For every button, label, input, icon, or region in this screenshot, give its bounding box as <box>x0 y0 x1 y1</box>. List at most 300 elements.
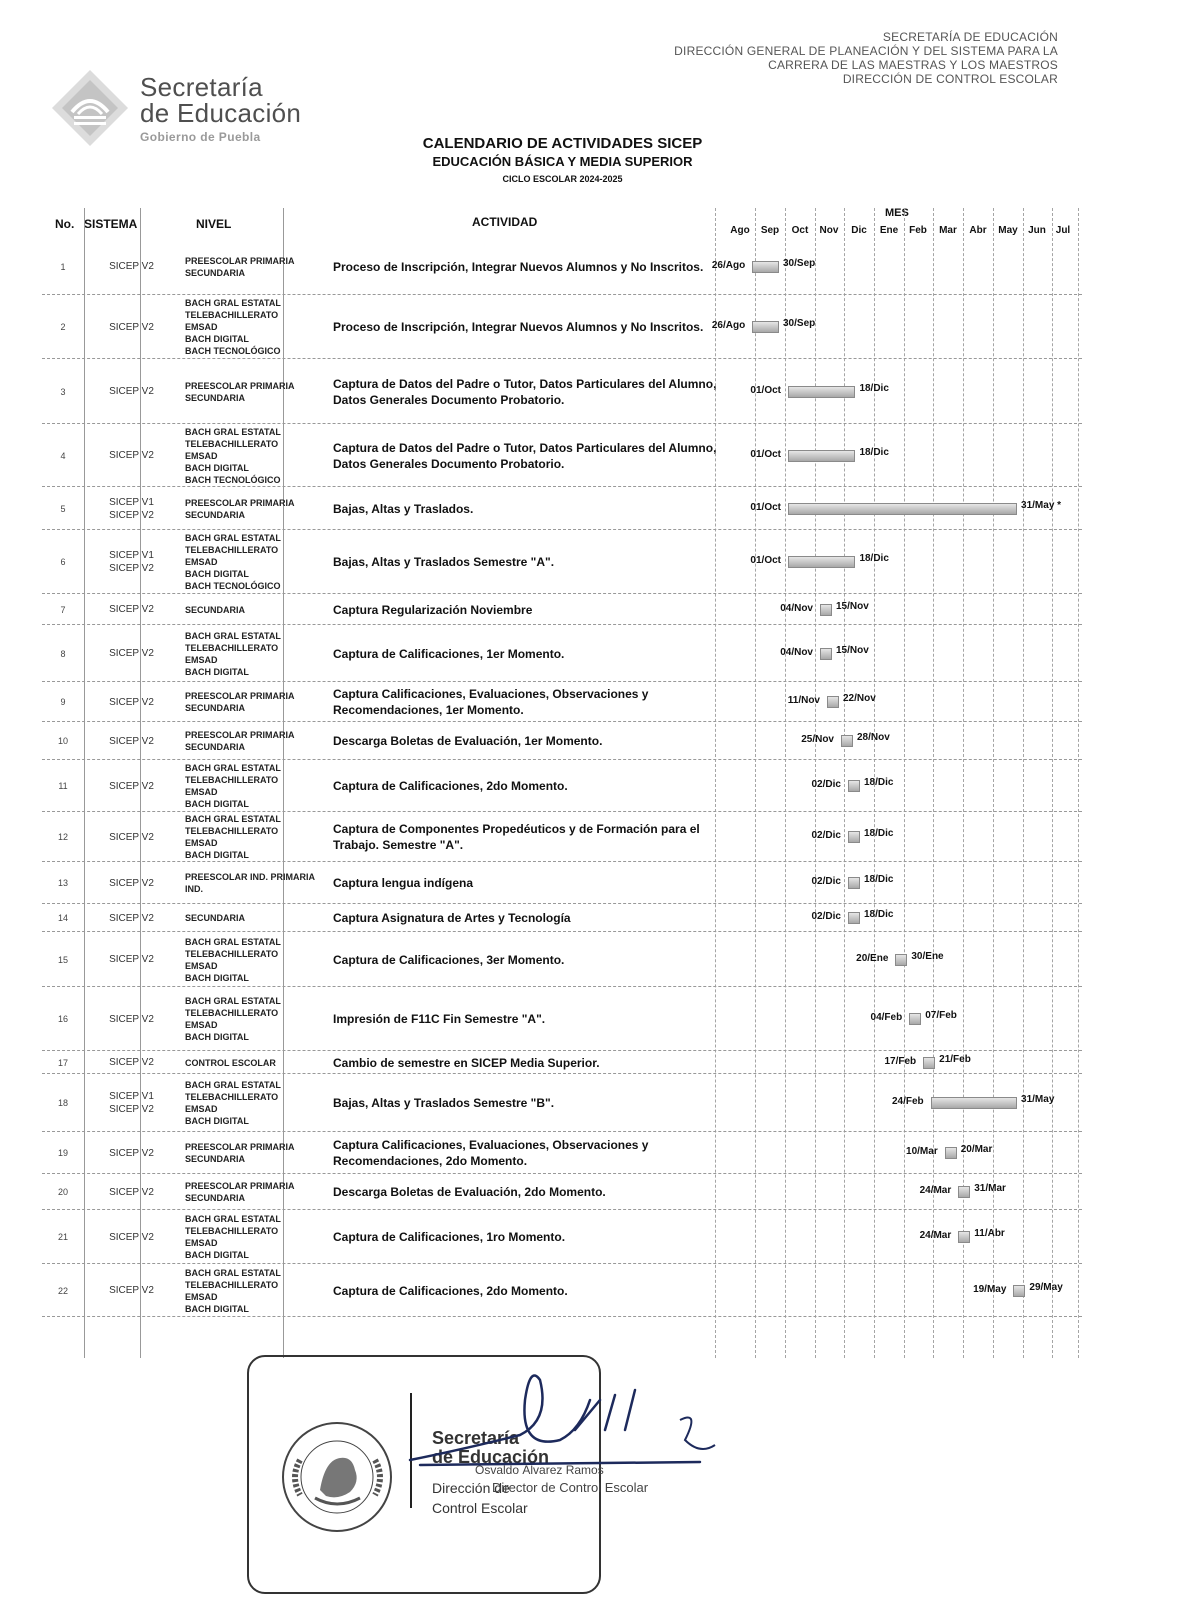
row-actividad: Captura lengua indígena <box>333 876 474 890</box>
nivel-item: SECUNDARIA <box>185 742 246 752</box>
row-actividad: Captura de Componentes Propedéuticos y de Formación para el Trabajo. Semestre "A". <box>333 822 700 852</box>
row-sistema <box>84 812 179 862</box>
table-row <box>42 594 1082 625</box>
row-number: 20 <box>57 1187 68 1197</box>
row-nivel <box>185 1264 331 1317</box>
nivel-item: EMSAD <box>185 322 218 332</box>
nivel-item: SECUNDARIA <box>185 509 246 520</box>
document-titles <box>300 135 825 184</box>
header-actividad: ACTIVIDAD <box>472 215 538 229</box>
month-header-nov: Nov <box>819 225 839 236</box>
nivel-item: CONTROL ESCOLAR <box>185 1057 276 1068</box>
document-title: CALENDARIO DE ACTIVIDADES SICEP <box>422 135 703 152</box>
nivel-item: TELEBACHILLERATO <box>185 1008 279 1018</box>
start-date-label: 26/Ago <box>711 259 746 271</box>
row-sistema <box>84 530 179 594</box>
sistema-item: SICEP V1 <box>109 496 154 508</box>
start-date-label: 01/Oct <box>750 501 781 513</box>
nivel-item: BACH DIGITAL <box>185 569 249 579</box>
nivel-item: SECUNDARIA <box>185 604 246 615</box>
end-date-label: 22/Nov <box>843 693 876 704</box>
nivel-item: TELEBACHILLERATO <box>185 826 279 836</box>
nivel-item: TELEBACHILLERATO <box>185 948 279 959</box>
gantt-bar <box>848 877 860 889</box>
end-date-label: 15/Nov <box>836 600 869 612</box>
start-date-label: 04/Nov <box>780 646 813 658</box>
start-date-label: 24/Feb <box>891 1096 924 1107</box>
row-number: 16 <box>57 1014 68 1024</box>
row-number: 7 <box>60 604 66 615</box>
gantt-bar <box>788 556 855 568</box>
nivel-item: BACH GRAL ESTATAL <box>185 763 281 773</box>
month-header-ene: Ene <box>879 225 899 236</box>
document-subtitle: EDUCACIÓN BÁSICA Y MEDIA SUPERIOR <box>432 154 693 169</box>
row-nivel <box>185 722 331 760</box>
table-row <box>42 760 1082 812</box>
nivel-item: BACH GRAL ESTATAL <box>185 630 281 641</box>
row-nivel <box>185 530 331 594</box>
sistema-item: SICEP V1 <box>109 1091 154 1102</box>
row-sistema <box>84 594 179 625</box>
row-nivel <box>185 487 331 530</box>
handwritten-signature-icon <box>400 1360 730 1500</box>
start-date-label: 10/Mar <box>906 1146 938 1157</box>
row-nivel <box>185 1210 331 1264</box>
row-actividad: Proceso de Inscripción, Integrar Nuevos Alumnos y No Inscritos. <box>333 320 704 334</box>
row-sistema <box>84 1132 179 1174</box>
sistema-item: SICEP V2 <box>109 912 154 924</box>
sistema-item: SICEP V1 <box>109 550 154 561</box>
row-actividad: Captura de Calificaciones, 3er Momento. <box>333 952 565 967</box>
nivel-item: BACH GRAL ESTATAL <box>185 1080 281 1090</box>
row-actividad: Bajas, Altas y Traslados Semestre "A". <box>333 555 555 569</box>
nivel-item: SECUNDARIA <box>185 267 246 278</box>
row-sistema <box>84 1174 179 1210</box>
nivel-item: SECUNDARIA <box>185 913 246 923</box>
nivel-item: TELEBACHILLERATO <box>185 1226 279 1236</box>
logo-title-line2: de Educación <box>140 98 302 128</box>
row-number: 13 <box>57 878 68 888</box>
row-actividad: Bajas, Altas y Traslados Semestre "B". <box>333 1096 555 1110</box>
header-line-2: DIRECCIÓN GENERAL DE PLANEACIÓN Y DEL SISTEMA PARA LA <box>674 44 1058 58</box>
row-nivel <box>185 812 331 862</box>
stamp-line-2: de Educación <box>432 1447 550 1467</box>
gantt-bar <box>895 954 907 966</box>
row-nivel <box>185 238 331 295</box>
row-number: 11 <box>58 781 68 791</box>
nivel-item: BACH GRAL ESTATAL <box>185 1267 281 1278</box>
month-header-jul: Jul <box>1055 225 1071 236</box>
nivel-item: BACH TECNOLÓGICO <box>185 474 281 485</box>
row-number: 10 <box>57 736 68 746</box>
sistema-item: SICEP V2 <box>109 696 154 708</box>
table-row <box>42 812 1082 862</box>
nivel-item: PREESCOLAR PRIMARIA <box>185 497 295 508</box>
end-date-label: 07/Feb <box>925 1010 957 1021</box>
row-nivel <box>185 1174 331 1210</box>
start-date-label: 02/Dic <box>811 779 841 790</box>
row-actividad: Descarga Boletas de Evaluación, 2do Momento. <box>333 1185 606 1199</box>
sistema-item: SICEP V2 <box>109 386 154 397</box>
end-date-label: 15/Nov <box>836 644 869 656</box>
month-header-abr: Abr <box>969 225 987 236</box>
row-sistema <box>84 987 179 1051</box>
row-nivel <box>185 987 331 1051</box>
row-nivel <box>185 1051 331 1074</box>
end-date-label: 18/Dic <box>859 382 889 394</box>
nivel-item: TELEBACHILLERATO <box>185 310 279 320</box>
row-number: 22 <box>57 1285 68 1296</box>
row-nivel <box>185 932 331 987</box>
gantt-bar <box>788 503 1017 515</box>
gantt-bar <box>958 1231 970 1243</box>
sistema-item: SICEP V2 <box>109 509 154 521</box>
gantt-bar <box>931 1097 1017 1109</box>
secretaria-logo <box>50 68 330 148</box>
row-number: 15 <box>57 954 68 965</box>
sistema-item: SICEP V2 <box>109 321 154 333</box>
department-header <box>674 30 1058 86</box>
start-date-label: 04/Nov <box>780 602 813 614</box>
gantt-bar <box>945 1147 957 1159</box>
nivel-item: TELEBACHILLERATO <box>185 775 279 785</box>
gantt-bar <box>848 831 860 843</box>
row-actividad: Captura Asignatura de Artes y Tecnología <box>333 911 571 925</box>
nivel-item: PREESCOLAR PRIMARIA <box>185 730 295 740</box>
nivel-item: EMSAD <box>185 787 218 797</box>
table-row <box>42 862 1082 904</box>
table-row <box>42 625 1082 682</box>
row-divider <box>42 1316 1082 1317</box>
row-number: 9 <box>60 697 66 707</box>
nivel-item: BACH DIGITAL <box>185 850 249 860</box>
header-nivel: NIVEL <box>196 217 232 231</box>
sistema-item: SICEP V2 <box>109 1285 154 1296</box>
nivel-item: EMSAD <box>185 450 218 461</box>
gantt-bar <box>752 261 779 273</box>
nivel-item: TELEBACHILLERATO <box>185 1279 279 1290</box>
end-date-label: 18/Dic <box>859 553 889 564</box>
nivel-item: SECUNDARIA <box>185 703 246 713</box>
row-sistema <box>84 424 179 487</box>
end-date-label: 30/Sep <box>783 318 816 329</box>
sistema-item: SICEP V2 <box>109 261 154 272</box>
start-date-label: 24/Mar <box>919 1185 952 1196</box>
row-sistema <box>84 904 179 932</box>
gantt-bar <box>923 1057 935 1069</box>
nivel-item: TELEBACHILLERATO <box>185 438 279 449</box>
sistema-item: SICEP V2 <box>109 1186 154 1198</box>
signer-name: Osvaldo Álvarez Ramos <box>475 1463 604 1477</box>
logo-emblem-icon <box>50 68 130 148</box>
header-sistema: SISTEMA <box>84 217 138 231</box>
nivel-item: EMSAD <box>185 1291 218 1302</box>
table-row <box>42 722 1082 760</box>
row-number: 8 <box>60 648 66 659</box>
row-actividad: Captura de Calificaciones, 1ro Momento. <box>333 1230 566 1244</box>
row-actividad: Captura de Datos del Padre o Tutor, Datos Particulares del Alumno, Datos Generales Documento Probatorio. <box>333 440 717 471</box>
nivel-item: BACH TECNOLÓGICO <box>185 581 281 591</box>
logo-subtitle: Gobierno de Puebla <box>140 130 261 144</box>
row-number: 4 <box>60 450 66 461</box>
sistema-item: SICEP V2 <box>109 1104 154 1115</box>
row-nivel <box>185 862 331 904</box>
nivel-item: PREESCOLAR IND. PRIMARIA <box>185 872 316 882</box>
row-sistema <box>84 295 179 359</box>
nivel-item: EMSAD <box>185 838 218 848</box>
nivel-item: BACH GRAL ESTATAL <box>185 533 281 543</box>
row-number: 1 <box>60 261 66 272</box>
row-sistema <box>84 682 179 722</box>
start-date-label: 04/Feb <box>870 1012 903 1023</box>
sistema-item: SICEP V2 <box>109 780 154 792</box>
row-nivel <box>185 682 331 722</box>
nivel-item: BACH DIGITAL <box>185 1303 249 1314</box>
sistema-item: SICEP V2 <box>109 954 154 965</box>
gantt-bar <box>820 604 832 616</box>
end-date-label: 18/Dic <box>863 874 894 885</box>
school-cycle: CICLO ESCOLAR 2024-2025 <box>502 174 623 184</box>
nivel-item: BACH DIGITAL <box>185 1032 249 1042</box>
gantt-bar <box>827 696 839 708</box>
table-row <box>42 238 1082 295</box>
row-number: 2 <box>60 322 66 332</box>
row-sistema <box>84 1074 179 1132</box>
row-number: 21 <box>57 1232 68 1242</box>
row-actividad: Descarga Boletas de Evaluación, 1er Momento. <box>333 734 603 748</box>
row-nivel <box>185 594 331 625</box>
sistema-item: SICEP V2 <box>109 450 154 461</box>
sistema-item: SICEP V2 <box>109 1013 154 1025</box>
row-nivel <box>185 1132 331 1174</box>
row-nivel <box>185 625 331 682</box>
end-date-label: 21/Feb <box>939 1053 971 1065</box>
end-date-label: 28/Nov <box>857 732 890 743</box>
gantt-bar <box>788 386 855 398</box>
nivel-item: PREESCOLAR PRIMARIA <box>185 1181 295 1191</box>
table-row <box>42 424 1082 487</box>
stamp-line-3: Dirección de <box>432 1480 510 1496</box>
row-actividad: Impresión de F11C Fin Semestre "A". <box>333 1012 546 1026</box>
sistema-item: SICEP V2 <box>109 735 154 747</box>
end-date-label: 18/Dic <box>859 446 889 458</box>
row-actividad: Captura de Datos del Padre o Tutor, Datos Particulares del Alumno, Datos Generales Documento Probatorio. <box>333 376 717 407</box>
month-header-feb: Feb <box>909 225 927 236</box>
header-line-4: DIRECCIÓN DE CONTROL ESCOLAR <box>842 72 1058 86</box>
sistema-item: SICEP V2 <box>109 648 154 659</box>
nivel-item: PREESCOLAR PRIMARIA <box>185 691 295 701</box>
stamp-line-1: Secretaría <box>432 1428 520 1448</box>
row-sistema <box>84 359 179 424</box>
row-nivel <box>185 295 331 359</box>
logo-title-line1: Secretaría <box>140 72 263 102</box>
nivel-item: BACH GRAL ESTATAL <box>185 1214 281 1224</box>
nivel-item: BACH TECNOLÓGICO <box>185 346 281 356</box>
mexican-coat-of-arms-seal-icon <box>280 1420 395 1535</box>
row-number: 14 <box>57 913 68 923</box>
start-date-label: 25/Nov <box>801 734 834 745</box>
month-header-oct: Oct <box>791 225 809 236</box>
row-sistema <box>84 238 179 295</box>
nivel-item: EMSAD <box>185 1020 218 1030</box>
row-actividad: Captura de Calificaciones, 2do Momento. <box>333 1283 568 1298</box>
row-sistema <box>84 1264 179 1317</box>
nivel-item: EMSAD <box>185 557 218 567</box>
start-date-label: 24/Mar <box>919 1230 952 1241</box>
nivel-item: SECUNDARIA <box>185 1193 246 1203</box>
gantt-bar <box>848 780 860 792</box>
nivel-item: PREESCOLAR PRIMARIA <box>185 1142 295 1152</box>
gantt-bar <box>1013 1285 1025 1297</box>
table-row <box>42 295 1082 359</box>
month-header-jun: Jun <box>1028 225 1046 236</box>
end-date-label: 11/Abr <box>974 1228 1005 1239</box>
start-date-label: 02/Dic <box>811 911 841 922</box>
nivel-item: BACH DIGITAL <box>185 462 249 473</box>
row-number: 3 <box>60 386 66 397</box>
row-nivel <box>185 424 331 487</box>
start-date-label: 17/Feb <box>884 1055 917 1067</box>
row-number: 5 <box>60 503 66 514</box>
header-line-3: CARRERA DE LAS MAESTRAS Y LOS MAESTROS <box>768 58 1058 72</box>
start-date-label: 19/May <box>973 1283 1007 1295</box>
table-row <box>42 530 1082 594</box>
nivel-item: EMSAD <box>185 1238 218 1248</box>
row-actividad: Captura Regularización Noviembre <box>333 602 533 617</box>
row-sistema <box>84 487 179 530</box>
end-date-label: 30/Sep <box>783 257 816 269</box>
month-header-sep: Sep <box>760 225 780 236</box>
sistema-item: SICEP V2 <box>109 1147 154 1159</box>
nivel-item: TELEBACHILLERATO <box>185 642 279 653</box>
start-date-label: 01/Oct <box>750 555 781 566</box>
end-date-label: 31/May <box>1021 1094 1055 1105</box>
sistema-item: SICEP V2 <box>109 1231 154 1243</box>
table-row <box>42 1264 1082 1317</box>
row-actividad: Captura de Calificaciones, 2do Momento. <box>333 779 568 793</box>
header-mes: MES <box>885 207 909 219</box>
nivel-item: BACH GRAL ESTATAL <box>185 936 281 947</box>
nivel-item: TELEBACHILLERATO <box>185 1092 279 1102</box>
nivel-item: BACH GRAL ESTATAL <box>185 996 281 1006</box>
nivel-item: EMSAD <box>185 960 218 971</box>
row-sistema <box>84 625 179 682</box>
nivel-item: BACH DIGITAL <box>185 666 249 677</box>
row-number: 6 <box>60 557 66 567</box>
nivel-item: EMSAD <box>185 1104 218 1114</box>
end-date-label: 18/Dic <box>863 828 894 839</box>
end-date-label: 31/May * <box>1021 499 1062 511</box>
sistema-item: SICEP V2 <box>109 604 154 615</box>
start-date-label: 11/Nov <box>787 695 820 706</box>
stamp-line-4: Control Escolar <box>432 1500 528 1516</box>
nivel-item: BACH GRAL ESTATAL <box>185 298 281 308</box>
start-date-label: 01/Oct <box>750 384 781 396</box>
gantt-bar <box>841 735 853 747</box>
end-date-label: 31/Mar <box>974 1183 1006 1194</box>
table-row <box>42 682 1082 722</box>
table-row <box>42 904 1082 932</box>
start-date-label: 01/Oct <box>750 448 781 460</box>
table-row <box>42 359 1082 424</box>
nivel-item: IND. <box>185 884 203 894</box>
row-sistema <box>84 932 179 987</box>
nivel-item: SECUNDARIA <box>185 1154 246 1164</box>
row-actividad: Bajas, Altas y Traslados. <box>333 501 474 516</box>
sistema-item: SICEP V2 <box>109 1057 154 1068</box>
end-date-label: 20/Mar <box>960 1144 993 1155</box>
gantt-bar <box>752 321 779 333</box>
start-date-label: 20/Ene <box>856 952 889 964</box>
row-number: 19 <box>57 1148 68 1158</box>
row-sistema <box>84 722 179 760</box>
row-actividad: Captura Calificaciones, Evaluaciones, Observaciones y Recomendaciones, 2do Momento. <box>333 1138 649 1168</box>
row-number: 18 <box>57 1098 68 1108</box>
nivel-item: SECUNDARIA <box>185 392 246 403</box>
row-nivel <box>185 1074 331 1132</box>
end-date-label: 18/Dic <box>863 909 894 920</box>
nivel-item: TELEBACHILLERATO <box>185 545 279 555</box>
gantt-bar <box>848 912 860 924</box>
row-number: 12 <box>57 832 68 842</box>
start-date-label: 26/Ago <box>711 320 746 331</box>
gantt-bar <box>909 1013 921 1025</box>
nivel-item: BACH DIGITAL <box>185 799 249 809</box>
nivel-item: BACH DIGITAL <box>185 1116 249 1126</box>
signer-title: Director de Control Escolar <box>492 1480 649 1495</box>
row-sistema <box>84 1210 179 1264</box>
sistema-item: SICEP V2 <box>109 563 154 574</box>
table-row <box>42 1074 1082 1132</box>
start-date-label: 02/Dic <box>811 830 841 841</box>
sistema-item: SICEP V2 <box>109 831 154 843</box>
month-header-ago: Ago <box>730 225 750 236</box>
nivel-item: PREESCOLAR PRIMARIA <box>185 380 295 391</box>
header-no: No. <box>55 217 75 231</box>
header-line-1: SECRETARÍA DE EDUCACIÓN <box>882 30 1058 44</box>
nivel-item: BACH DIGITAL <box>185 972 249 983</box>
sistema-item: SICEP V2 <box>109 877 154 889</box>
month-header-dic: Dic <box>851 225 867 236</box>
row-actividad: Proceso de Inscripción, Integrar Nuevos Alumnos y No Inscritos. <box>333 259 704 274</box>
month-header-may: May <box>998 225 1018 236</box>
row-nivel <box>185 904 331 932</box>
row-actividad: Captura de Calificaciones, 1er Momento. <box>333 646 565 661</box>
nivel-item: BACH DIGITAL <box>185 334 249 344</box>
end-date-label: 29/May <box>1029 1281 1063 1293</box>
nivel-item: BACH GRAL ESTATAL <box>185 814 281 824</box>
row-actividad: Captura Calificaciones, Evaluaciones, Observaciones y Recomendaciones, 1er Momento. <box>333 687 649 717</box>
end-date-label: 18/Dic <box>863 777 894 788</box>
row-nivel <box>185 359 331 424</box>
row-number: 17 <box>57 1057 68 1068</box>
nivel-item: BACH DIGITAL <box>185 1250 249 1260</box>
gantt-bar <box>820 648 832 660</box>
row-nivel <box>185 760 331 812</box>
row-sistema <box>84 862 179 904</box>
gantt-bar <box>958 1186 970 1198</box>
start-date-label: 02/Dic <box>811 876 841 887</box>
nivel-item: EMSAD <box>185 654 218 665</box>
row-sistema <box>84 1051 179 1074</box>
month-header-mar: Mar <box>939 225 957 236</box>
nivel-item: PREESCOLAR PRIMARIA <box>185 255 295 266</box>
nivel-item: BACH GRAL ESTATAL <box>185 426 281 437</box>
gantt-bar <box>788 450 855 462</box>
row-actividad: Cambio de semestre en SICEP Media Superior. <box>333 1055 600 1070</box>
end-date-label: 30/Ene <box>911 950 944 962</box>
row-sistema <box>84 760 179 812</box>
